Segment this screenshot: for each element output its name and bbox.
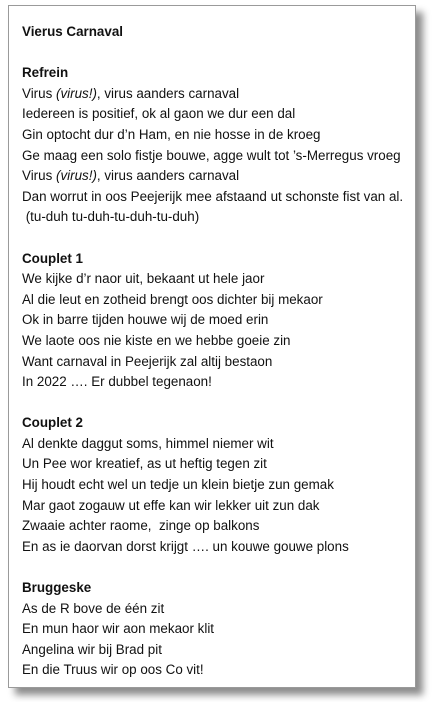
lyrics-page bbox=[8, 5, 416, 688]
bruggeske-line: As de R bove de één zit bbox=[22, 600, 165, 616]
refrein-line-1 bbox=[22, 84, 411, 105]
refrein-line-3: Gin optocht dur d’n Ham, en nie hosse in de kroeg bbox=[22, 126, 321, 142]
refrein-line-5 bbox=[22, 166, 411, 187]
couplet2-line: Un Pee wor kreatief, as ut heftig tegen zit bbox=[22, 456, 267, 472]
spacer bbox=[22, 43, 411, 64]
couplet2-line: Hij houdt echt wel un tedje un klein bietje zun gemak bbox=[22, 477, 334, 493]
couplet1-line: We laote oos nie kiste en we hebbe goeie zin bbox=[22, 332, 291, 348]
refrein-line-1-b: (virus!) bbox=[56, 85, 97, 101]
spacer bbox=[22, 557, 411, 578]
bruggeske-line: En mun haor wir aon mekaor klit bbox=[22, 621, 215, 637]
refrein-line-1-a: Virus bbox=[22, 85, 56, 101]
couplet2-line: Mar gaot zogauw ut effe kan wir lekker uit zun dak bbox=[22, 497, 320, 513]
refrein-line-4: Ge maag een solo fistje bouwe, agge wult tot ’s-Merregus vroeg bbox=[22, 147, 401, 163]
bruggeske-heading: Bruggeske bbox=[22, 580, 92, 596]
spacer bbox=[22, 228, 411, 249]
refrein-line-5-b: (virus!) bbox=[56, 168, 97, 184]
refrein-line-2: Iedereen is positief, ok al gaon we dur een dal bbox=[22, 106, 296, 122]
refrein-line-7: (tu-duh tu-duh-tu-duh-tu-duh) bbox=[22, 209, 200, 225]
couplet1-line: Ok in barre tijden houwe wij de moed erin bbox=[22, 312, 269, 328]
refrein-line-5-c: , virus aanders carnaval bbox=[96, 168, 240, 184]
couplet1-line: In 2022 …. Er dubbel tegenaon! bbox=[22, 374, 212, 390]
couplet2-line: En as ie daorvan dorst krijgt …. un kouwe gouwe plons bbox=[22, 538, 349, 554]
bruggeske-line: Angelina wir bij Brad pit bbox=[22, 641, 162, 657]
refrein-line-5-a: Virus bbox=[22, 168, 56, 184]
couplet2-line: Zwaaie achter raome, zinge op balkons bbox=[22, 518, 260, 534]
couplet2-line: Al denkte daggut soms, himmel niemer wit bbox=[22, 435, 274, 451]
refrein-heading: Refrein bbox=[22, 65, 69, 81]
spacer bbox=[22, 393, 411, 414]
couplet1-line: We kijke d’r naor uit, bekaant ut hele jaor bbox=[22, 271, 265, 287]
lyrics-content bbox=[22, 22, 411, 681]
couplet2-heading: Couplet 2 bbox=[22, 415, 84, 431]
couplet1-heading: Couplet 1 bbox=[22, 250, 84, 266]
bruggeske-line: En die Truus wir op oos Co vit! bbox=[22, 662, 204, 678]
page-title: Vierus Carnaval bbox=[22, 24, 123, 39]
couplet1-line: Al die leut en zotheid brengt oos dichter bij mekaor bbox=[22, 291, 323, 307]
refrein-line-6: Dan worrut in oos Peejerijk mee afstaand ut schonste fist van al. bbox=[22, 188, 404, 204]
couplet1-line: Want carnaval in Peejerijk zal altij bestaon bbox=[22, 353, 273, 369]
refrein-line-1-c: , virus aanders carnaval bbox=[96, 85, 240, 101]
